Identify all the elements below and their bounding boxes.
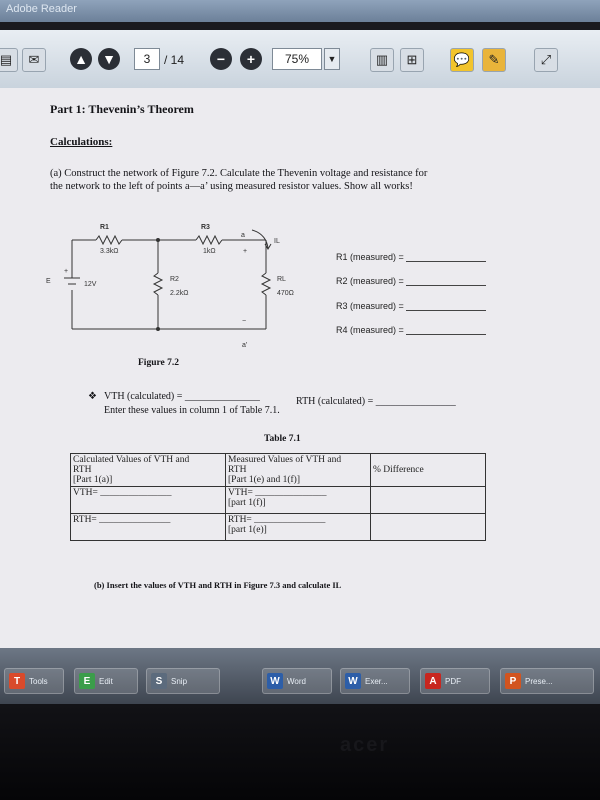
monitor-bezel	[0, 704, 600, 800]
measured-r4-blank	[406, 334, 486, 335]
window-title-bar	[0, 0, 600, 22]
comment-icon[interactable]: 💬	[450, 48, 474, 72]
email-icon[interactable]: ✉	[22, 48, 46, 72]
table-title: Table 7.1	[264, 434, 301, 444]
monitor-brand-logo: acer	[340, 734, 390, 756]
window-title: Adobe Reader	[6, 3, 77, 15]
table-row	[71, 514, 486, 541]
source-plus: +	[64, 268, 69, 275]
zoom-dropdown-button[interactable]	[324, 48, 340, 70]
terminal-minus: −	[242, 318, 247, 325]
table-row	[71, 487, 486, 514]
bullet-icon: ❖	[88, 391, 97, 402]
row2-col2-line: RTH= _______________	[228, 515, 326, 525]
terminal-a-label: a	[241, 232, 245, 239]
full-screen-layout-icon[interactable]: ⊞	[400, 48, 424, 72]
measured-r2-label: R2 (measured) =	[336, 276, 404, 286]
app-icon: S	[151, 673, 167, 689]
taskbar-item-edit[interactable]	[74, 668, 138, 694]
measured-r1-row	[336, 252, 486, 262]
taskbar-item-snip[interactable]	[146, 668, 220, 694]
row2-col3	[371, 514, 486, 541]
taskbar-item-word[interactable]	[262, 668, 332, 694]
sign-icon[interactable]: ✎	[482, 48, 506, 72]
taskbar-label: Snip	[171, 676, 188, 686]
enter-note: Enter these values in column 1 of Table 7.1.	[104, 405, 280, 416]
taskbar-label: PDF	[445, 676, 461, 686]
word-icon: W	[345, 673, 361, 689]
measured-r3-row	[336, 301, 486, 311]
rth-calculated: RTH (calculated) = ________________	[296, 396, 456, 407]
col2-header-line: RTH	[228, 465, 247, 475]
col1-header-line: RTH	[73, 465, 92, 475]
row2-col1: RTH= _______________	[71, 514, 226, 541]
word-icon: W	[267, 673, 283, 689]
taskbar-item-presentation[interactable]	[500, 668, 594, 694]
taskbar-label: Edit	[99, 676, 113, 686]
part-title: Part 1: Thevenin’s Theorem	[50, 102, 194, 116]
next-page-button[interactable]: ▼	[98, 48, 120, 70]
measured-r2-blank	[406, 285, 486, 286]
taskbar-label: Prese...	[525, 676, 553, 686]
r2-label: R2	[170, 276, 179, 283]
taskbar-label: Exer...	[365, 676, 388, 686]
next-item-text: (b) Insert the values of VTH and RTH in Figure 7.3 and calculate IL	[94, 580, 342, 590]
pdf-icon: A	[425, 673, 441, 689]
r1-label: R1	[100, 224, 109, 231]
row1-col2-line: VTH= _______________	[228, 488, 327, 498]
col2-header-line: [Part 1(e) and 1(f)]	[228, 475, 301, 485]
rl-label: RL	[277, 276, 286, 283]
col1-header	[71, 454, 226, 487]
col2-header	[226, 454, 371, 487]
page-number-input[interactable]: 3	[134, 48, 160, 70]
taskbar-item-tools[interactable]	[4, 668, 64, 694]
chevron-down-icon: ▼	[327, 54, 337, 64]
circuit-diagram	[0, 88, 600, 648]
os-taskbar	[0, 648, 600, 704]
expand-icon[interactable]: ⤢	[534, 48, 558, 72]
reader-toolbar	[0, 30, 600, 89]
row1-col3	[371, 487, 486, 514]
col1-header-line: Calculated Values of VTH and	[73, 455, 190, 465]
powerpoint-icon: P	[505, 673, 521, 689]
r3-label: R3	[201, 224, 210, 231]
r3-value: 1kΩ	[203, 248, 216, 255]
row1-col2	[226, 487, 371, 514]
page-total: / 14	[164, 53, 185, 67]
instruction-line-1: (a) Construct the network of Figure 7.2. Calculate the Thevenin voltage and resistance for	[50, 168, 428, 179]
zoom-in-button[interactable]: +	[240, 48, 262, 70]
measured-r3-label: R3 (measured) =	[336, 301, 404, 311]
rl-value: 470Ω	[277, 290, 294, 297]
terminal-plus: +	[243, 248, 248, 255]
vth-calculated: VTH (calculated) = _______________	[104, 391, 260, 402]
print-icon[interactable]: ▤	[0, 48, 18, 72]
table-header-row	[71, 454, 486, 487]
row2-col2	[226, 514, 371, 541]
taskbar-label: Word	[287, 676, 306, 686]
measured-r1-label: R1 (measured) =	[336, 252, 404, 262]
row1-col2-line: [part 1(f)]	[228, 498, 266, 508]
taskbar-item-exercise[interactable]	[340, 668, 410, 694]
taskbar-item-pdf[interactable]	[420, 668, 490, 694]
measured-r1-blank	[406, 261, 486, 262]
r2-value: 2.2kΩ	[170, 290, 189, 297]
source-label: E	[46, 278, 51, 285]
table-7-1	[70, 453, 486, 541]
document-page	[0, 88, 600, 648]
taskbar-label: Tools	[29, 676, 48, 686]
il-label: IL	[274, 238, 280, 245]
row1-col1: VTH= _______________	[71, 487, 226, 514]
r1-value: 3.3kΩ	[100, 248, 119, 255]
zoom-out-button[interactable]: −	[210, 48, 232, 70]
col1-header-line: [Part 1(a)]	[73, 475, 113, 485]
app-icon: T	[9, 673, 25, 689]
terminal-a-prime-label: a’	[242, 342, 248, 349]
row2-col2-line: [part 1(e)]	[228, 525, 267, 535]
app-icon: E	[79, 673, 95, 689]
measured-r3-blank	[406, 310, 486, 311]
figure-caption: Figure 7.2	[138, 358, 179, 368]
col2-header-line: Measured Values of VTH and	[228, 455, 342, 465]
measured-r2-row	[336, 276, 486, 286]
zoom-level-input[interactable]: 75%	[272, 48, 322, 70]
section-title: Calculations:	[50, 136, 113, 148]
measured-r4-label: R4 (measured) =	[336, 325, 404, 335]
col3-header: % Difference	[371, 454, 486, 487]
instruction-line-2: the network to the left of points a—a’ using measured resistor values. Show all works!	[50, 181, 413, 192]
previous-page-button[interactable]: ▲	[70, 48, 92, 70]
measured-r4-row	[336, 325, 486, 335]
fit-page-icon[interactable]: ▥	[370, 48, 394, 72]
source-value: 12V	[84, 281, 97, 288]
